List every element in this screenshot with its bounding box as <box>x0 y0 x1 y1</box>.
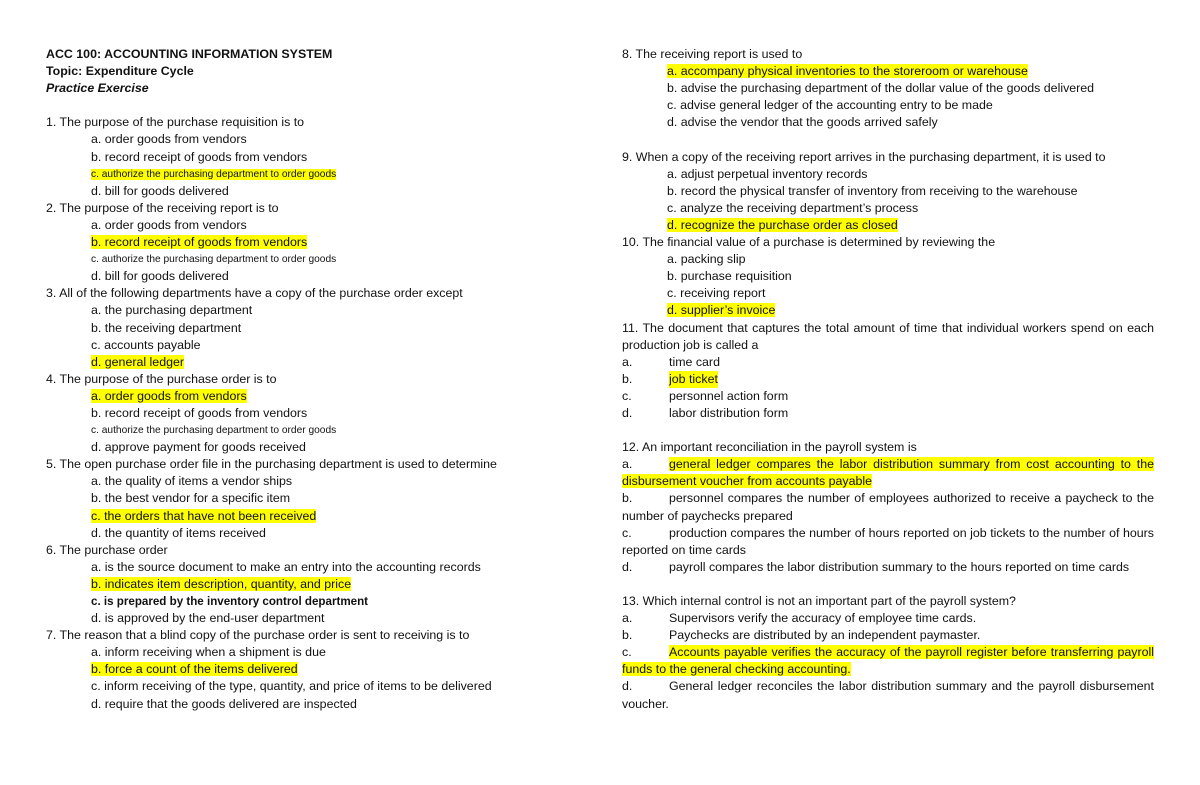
q5-option-b: b. the best vendor for a specific item <box>91 491 291 506</box>
q2-option-b: b. record receipt of goods from vendors <box>91 235 308 250</box>
q7-option-c: c. inform receiving of the type, quantity, and price of items to be delivered <box>91 679 492 694</box>
q5-option-c: c. the orders that have not been received <box>91 508 317 523</box>
q11-option-a: time card <box>669 354 720 369</box>
q2-stem: 2. The purpose of the receiving report is to <box>46 200 279 215</box>
q1-stem: 1. The purpose of the purchase requisition is to <box>46 115 305 130</box>
spacer <box>622 422 1154 439</box>
q13-option-d-row <box>622 678 1154 712</box>
q11-option-c: personnel action form <box>669 388 789 403</box>
q11-option-d-label: d. <box>622 405 633 420</box>
q3-option-b: b. the receiving department <box>91 320 242 335</box>
spacer <box>622 131 1154 148</box>
q9-option-c: c. analyze the receiving department’s process <box>667 200 919 215</box>
q5-option-a: a. the quality of items a vendor ships <box>91 474 293 489</box>
q13-option-c-label: c. <box>622 645 632 660</box>
q10-option-c: c. receiving report <box>667 286 766 301</box>
q8-stem: 8. The receiving report is used to <box>622 47 803 61</box>
q1-option-c: c. authorize the purchasing department to order goods <box>91 168 337 180</box>
q9-stem: 9. When a copy of the receiving report arrives in the purchasing department, it is used to <box>622 149 1106 164</box>
q12-option-d-row <box>622 559 1154 576</box>
q11-option-b: job ticket <box>669 371 718 388</box>
q6-option-c: c. is prepared by the inventory control department <box>91 595 369 608</box>
q6-option-d: d. is approved by the end-user department <box>91 611 325 626</box>
q6-option-a: a. is the source document to make an entry into the accounting records <box>91 559 481 574</box>
spacer <box>622 576 1154 593</box>
topic-title: Topic: Expenditure Cycle <box>46 64 194 79</box>
q13-option-d-label: d. <box>622 679 633 694</box>
q10-option-a: a. packing slip <box>667 252 746 267</box>
q13-option-d: General ledger reconciles the labor distribution summary and the payroll disbursement voucher. <box>622 679 1154 711</box>
q12-stem: 12. An important reconciliation in the payroll system is <box>622 440 917 455</box>
q11-option-d-row <box>622 405 1154 422</box>
q12-option-c: production compares the number of hours reported on job tickets to the number of hours reported on time cards <box>622 525 1154 557</box>
q11-option-d: labor distribution form <box>669 405 789 420</box>
q4-stem: 4. The purpose of the purchase order is to <box>46 371 277 386</box>
q11-option-c-label: c. <box>622 388 632 403</box>
q13-option-a-row <box>622 610 1154 627</box>
q12-option-d: payroll compares the labor distribution summary to the hours reported on time cards <box>669 559 1130 574</box>
q9-option-d: d. recognize the purchase order as closed <box>667 217 898 232</box>
q4-option-c: c. authorize the purchasing department to order goods <box>91 425 337 437</box>
q11-option-c-row <box>622 388 1154 405</box>
course-title: ACC 100: ACCOUNTING INFORMATION SYSTEM <box>46 47 333 61</box>
q7-option-a: a. inform receiving when a shipment is due <box>91 645 326 660</box>
q2-option-c: c. authorize the purchasing department to order goods <box>91 254 337 266</box>
q3-option-a: a. the purchasing department <box>91 303 253 318</box>
right-column <box>622 46 1154 713</box>
q12-option-b: personnel compares the number of employees authorized to receive a paycheck to the number of paychecks prepared <box>622 491 1154 523</box>
q9-option-b: b. record the physical transfer of inventory from receiving to the warehouse <box>667 183 1078 198</box>
q12-option-a-label: a. <box>622 457 633 472</box>
q4-option-b: b. record receipt of goods from vendors <box>91 405 308 420</box>
q1-option-a: a. order goods from vendors <box>91 132 247 147</box>
left-column <box>46 46 546 713</box>
q13-option-c: Accounts payable verifies the accuracy of the payroll register before transferring payroll funds to the general checking accounting. <box>622 645 1154 677</box>
q8-option-a: a. accompany physical inventories to the storeroom or warehouse <box>667 64 1028 79</box>
q9-option-a: a. adjust perpetual inventory records <box>667 166 868 181</box>
q6-option-b: b. indicates item description, quantity, and price <box>91 576 352 591</box>
q12-option-c-row <box>622 525 1154 559</box>
q10-option-b: b. purchase requisition <box>667 269 792 284</box>
q11-stem: 11. The document that captures the total amount of time that individual workers spend on each production job is called a <box>622 320 1154 352</box>
q3-option-c: c. accounts payable <box>91 337 201 352</box>
q2-option-a: a. order goods from vendors <box>91 217 247 232</box>
q5-stem: 5. The open purchase order file in the purchasing department is used to determine <box>46 457 497 472</box>
q6-stem: 6. The purchase order <box>46 542 168 557</box>
practice-subtitle: Practice Exercise <box>46 81 149 96</box>
q11-option-b-label: b. <box>622 371 633 386</box>
q7-option-d: d. require that the goods delivered are inspected <box>91 696 357 711</box>
q2-option-d: d. bill for goods delivered <box>91 269 229 284</box>
q12-option-b-label: b. <box>622 491 633 506</box>
q4-option-a: a. order goods from vendors <box>91 388 247 403</box>
q13-option-c-row <box>622 644 1154 678</box>
q5-option-d: d. the quantity of items received <box>91 525 266 540</box>
q8-option-b: b. advise the purchasing department of the dollar value of the goods delivered <box>667 81 1095 96</box>
q11-option-b-row <box>622 371 1154 388</box>
q12-option-b-row <box>622 490 1154 524</box>
q8-option-c: c. advise general ledger of the accounting entry to be made <box>667 98 993 113</box>
q7-option-b: b. force a count of the items delivered <box>91 662 298 677</box>
q11-option-a-row <box>622 354 1154 371</box>
q10-stem: 10. The financial value of a purchase is determined by reviewing the <box>622 235 996 250</box>
spacer <box>46 97 546 114</box>
q1-option-d: d. bill for goods delivered <box>91 183 229 198</box>
q7-stem: 7. The reason that a blind copy of the purchase order is sent to receiving is to <box>46 628 470 643</box>
q10-option-d: d. supplier’s invoice <box>667 303 776 318</box>
q11-option-a-label: a. <box>622 354 633 369</box>
q12-option-c-label: c. <box>622 525 632 540</box>
q13-option-a: Supervisors verify the accuracy of employee time cards. <box>669 611 977 626</box>
q3-option-d: d. general ledger <box>91 354 184 369</box>
q8-option-d: d. advise the vendor that the goods arrived safely <box>667 115 938 130</box>
q12-option-a-row <box>622 456 1154 490</box>
q12-option-a: general ledger compares the labor distribution summary from cost accounting to the disbursement voucher from accounts payable <box>622 457 1154 489</box>
q13-option-b-label: b. <box>622 628 633 643</box>
q12-option-d-label: d. <box>622 559 633 574</box>
q4-option-d: d. approve payment for goods received <box>91 440 306 455</box>
q13-option-b-row <box>622 627 1154 644</box>
q3-stem: 3. All of the following departments have a copy of the purchase order except <box>46 286 463 301</box>
q1-option-b: b. record receipt of goods from vendors <box>91 149 308 164</box>
q13-option-b: Paychecks are distributed by an independent paymaster. <box>669 628 981 643</box>
q13-stem: 13. Which internal control is not an important part of the payroll system? <box>622 594 1016 608</box>
q13-option-a-label: a. <box>622 611 633 626</box>
